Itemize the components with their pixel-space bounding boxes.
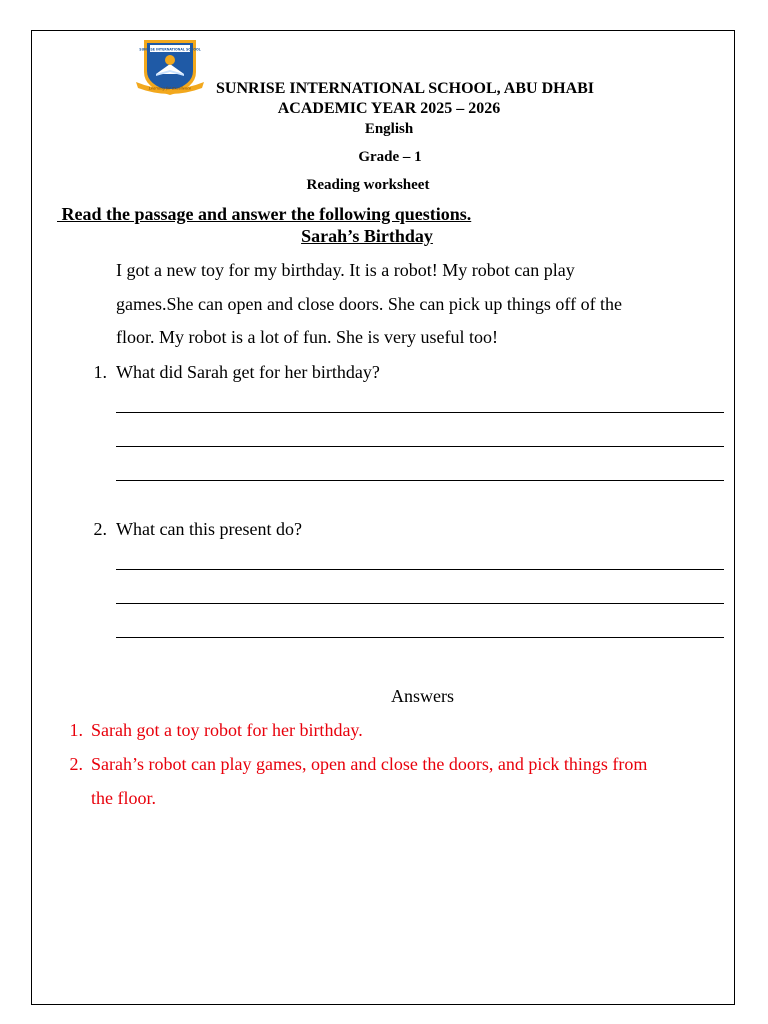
logo-ribbon-text: Learning for Excellence	[148, 86, 192, 91]
question-text: What did Sarah get for her birthday?	[116, 362, 380, 382]
answer-number: 1.	[69, 720, 83, 740]
question-number: 2.	[93, 519, 107, 539]
academic-year: ACADEMIC YEAR 2025 – 2026	[277, 100, 501, 117]
answer-line[interactable]	[116, 446, 724, 447]
passage-line: floor. My robot is a lot of fun. She is very useful too!	[116, 327, 498, 347]
passage-title: Sarah’s Birthday	[301, 226, 433, 246]
school-logo	[134, 38, 206, 98]
question-text: What can this present do?	[116, 519, 302, 539]
answer-number: 2.	[69, 754, 83, 774]
logo-top-text: SUNRISE INTERNATIONAL SCHOOL	[139, 47, 201, 52]
answer-text: Sarah got a toy robot for her birthday.	[91, 720, 363, 740]
answer-line[interactable]	[116, 569, 724, 570]
subject-title: English	[364, 121, 414, 137]
school-name: SUNRISE INTERNATIONAL SCHOOL, ABU DHABI	[216, 80, 595, 97]
passage-line: I got a new toy for my birthday. It is a robot! My robot can play	[116, 260, 575, 280]
answer-line[interactable]	[116, 412, 724, 413]
worksheet-label: Reading worksheet	[306, 177, 430, 193]
grade-label: Grade – 1	[358, 149, 422, 165]
answer-line[interactable]	[116, 603, 724, 604]
answer-text: Sarah’s robot can play games, open and close the doors, and pick things from	[91, 754, 648, 774]
instructions: Read the passage and answer the following questions.	[61, 204, 472, 224]
passage-line: games.She can open and close doors. She can pick up things off of the	[116, 294, 623, 314]
answers-heading: Answers	[391, 686, 454, 706]
question-number: 1.	[93, 362, 107, 382]
answer-text: the floor.	[91, 788, 156, 808]
answer-line[interactable]	[116, 480, 724, 481]
answer-line[interactable]	[116, 637, 724, 638]
